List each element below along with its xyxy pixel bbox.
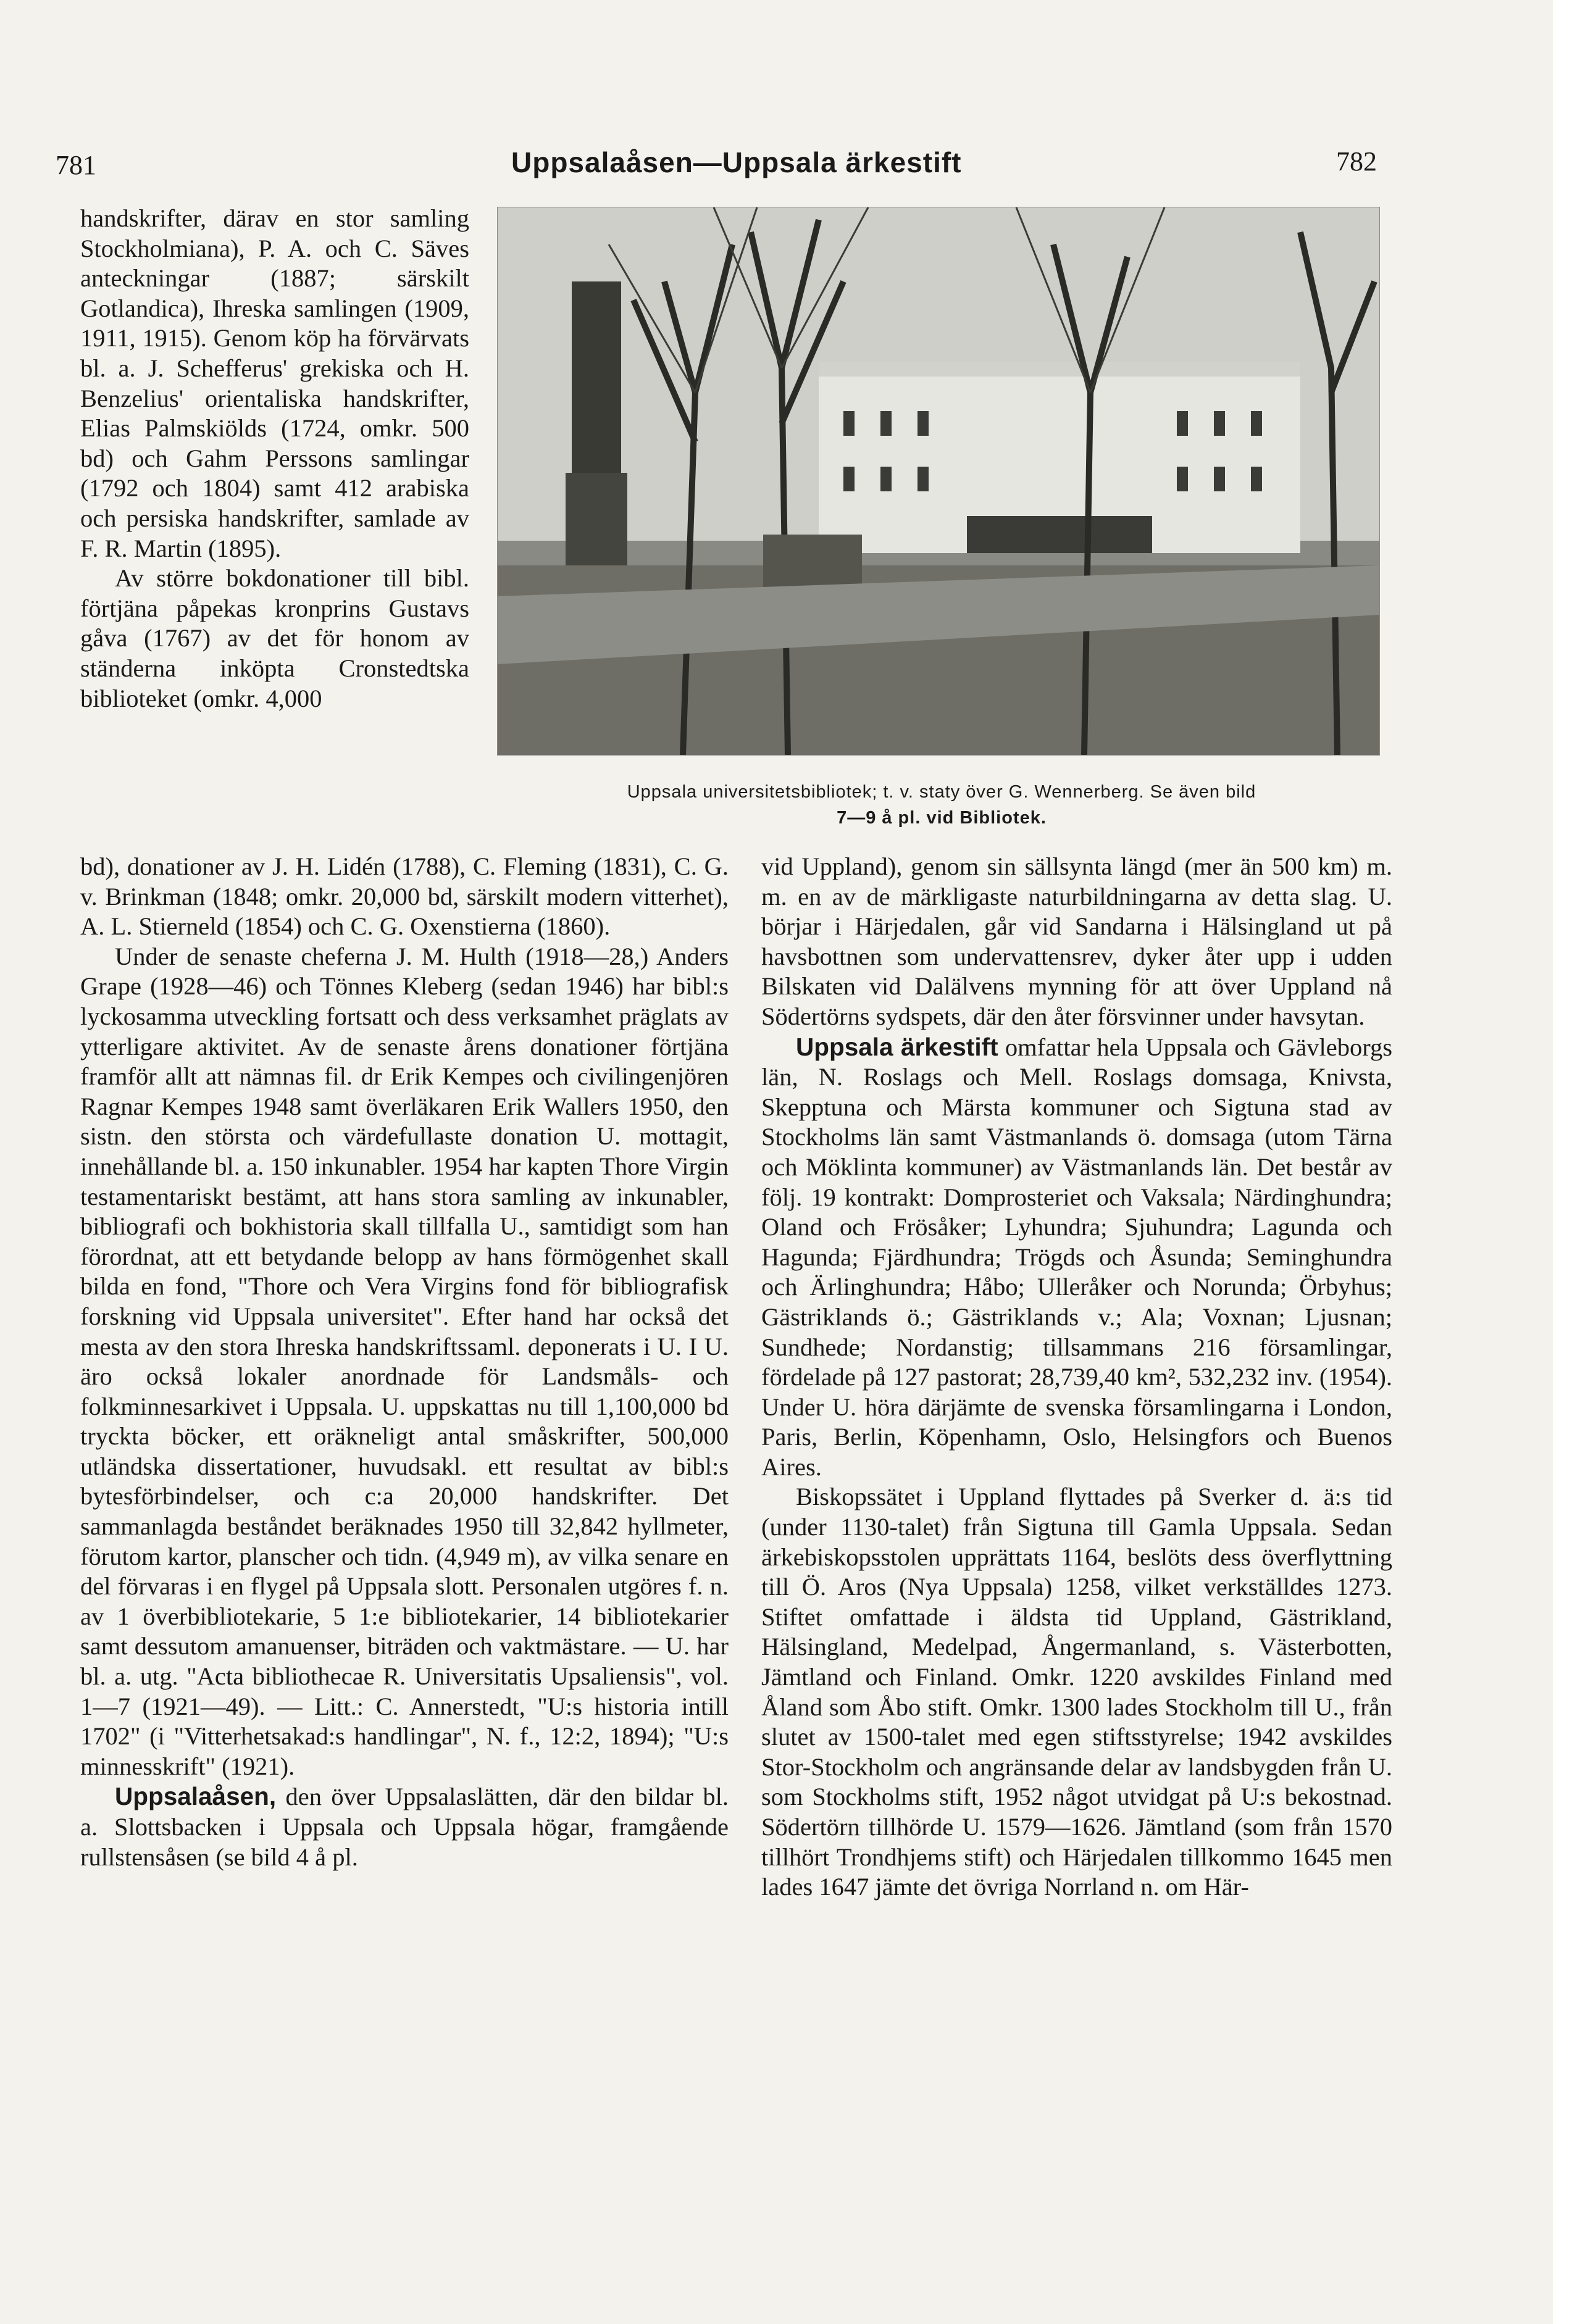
headword: Uppsala ärkestift <box>796 1032 998 1061</box>
entry-uppsala-arkestift <box>761 1032 1392 1483</box>
right-column <box>761 852 1392 1902</box>
paragraph: Under de senaste cheferna J. M. Hulth (1918—28,) Anders Grape (1928—46) och Tönnes Kleberg (sedan 1946) har bibl:s lyckosamma utveckling fortsatt och dess verksamhet präglats av ytterligare aktivitet. Av de senaste årens donationer förtjäna framför allt att nämnas fil. dr Erik Kempes och civilingenjören Ragnar Kempes 1948 samt överläkaren Erik Wallers 1950, den sistn. den största och värdefullaste donation U. mottagit, innehållande bl. a. 150 inkunabler. 1954 har kapten Thore Virgin testamentariskt bestämt, att hans stora samling av inkunabler, bibliografi och bokhistoria skall tillfalla U., samtidigt som han förordnat, att ett betydande belopp av hans förmögenhet skall bilda en fond, "Thore och Vera Virgins fond för bibliografisk forskning vid Uppsala universitet". Efter hand har också det mesta av den stora Ihreska handskriftssaml. deponerats i U. I U. äro också lokaler anordnade för Landsmåls- och folkminnesarkivet i Uppsala. U. uppskattas nu till 1,100,000 bd tryckta böcker, ett oräkneligt antal småskrifter, 500,000 utländska dissertationer, huvudsakl. ett resultat av bibl:s bytesförbindelser, och c:a 20,000 handskrifter. Det sammanlagda beståndet beräknades 1950 till 32,842 hyllmeter, förutom kartor, planscher och tidn. (4,949 m), av vilka senare en del förvaras i en flygel på Uppsala slott. Personalen utgöres f. n. av 1 överbibliotekarie, 5 1:e bibliotekarier, 14 bibliotekarier samt dessutom amanuenser, biträden och vaktmästare. — U. har bl. a. utg. "Acta bibliothecae R. Universitatis Upsaliensis", vol. 1—7 (1921—49). — Litt.: C. Annerstedt, "U:s historia intill 1702" (i "Vitterhetsakad:s handlingar", N. f., 12:2, 1894); "U:s minnesskrift" (1921). <box>80 942 729 1780</box>
left-column-narrow <box>80 204 469 714</box>
paragraph: bd), donationer av J. H. Lidén (1788), C. Fleming (1831), C. G. v. Brinkman (1848; omkr. 20,000 bd, särskilt modern vitterhet), A. L. Stierneld (1854) och C. G. Oxenstierna (1860). <box>80 852 729 941</box>
running-header <box>0 141 1580 190</box>
library-photo <box>497 207 1380 756</box>
paragraph: Biskopssätet i Uppland flyttades på Sverker d. ä:s tid (under 1130-talet) från Sigtuna till Gamla Uppsala. Sedan ärkebiskopsstolen upprättats 1164, beslöts dess överflyttning till Ö. Aros (Nya Uppsala) 1258, vilket verkställdes 1273. Stiftet omfattade i äldsta tid Uppland, Gästrikland, Hälsingland, Medelpad, Ångermanland, s. Västerbotten, Jämtland och Finland. Omkr. 1220 avskildes Finland med Åland som Åbo stift. Omkr. 1300 lades Stockholm till U., från slutet av 1500-talet med egen stiftsstyrelse; 1942 avskildes Stor-Stockholm och angränsande delar av landsbygden från U. som Stockholms stift, 1952 något utvidgat på U:s bekostnad. Södertörn tillhörde U. 1579—1626. Jämtland (som från 1570 tillhört Trondhjems stift) och Härjedalen tillkommo 1645 men lades 1647 jämte det övriga Norrland n. om Här- <box>761 1483 1392 1901</box>
running-title: Uppsalaåsen—Uppsala ärkestift <box>511 146 962 178</box>
caption-line-2: 7—9 å pl. vid Bibliotek. <box>837 808 1047 828</box>
headword: Uppsalaåsen, <box>115 1782 277 1811</box>
entry-uppsalaasen <box>80 1781 729 1872</box>
page-edge <box>1553 0 1580 2324</box>
paragraph: vid Uppland), genom sin sällsynta längd (mer än 500 km) m. m. en av de märkligaste naturbildningarna av detta slag. U. börjar i Härjedalen, går vid Sandarna i Hälsingland ut på havsbottnen som undervattensrev, dyker åter upp i udden Bilskaten vid Dalälvens mynning för att över Uppland nå Södertörns sydspets, där den åter försvinner under havsytan. <box>761 852 1392 1030</box>
entry-text: den över Uppsalaslätten, där den bildar bl. a. Slottsbacken i Uppsala och Uppsala högar, framgående rullstensåsen (se bild 4 å pl. <box>80 1783 729 1871</box>
figure-caption <box>491 779 1392 831</box>
left-column-main <box>80 852 729 1872</box>
library-photo-drawing <box>498 207 1379 755</box>
page-number-left: 781 <box>56 150 96 180</box>
paragraph: handskrifter, därav en stor samling Stockholmiana), P. A. och C. Säves anteckningar (1887; särskilt Gotlandica), Ihreska samlingen (1909, 1911, 1915). Genom köp ha förvärvats bl. a. J. Schefferus' grekiska och H. Benzelius' orientaliska handskrifter, Elias Palmskiölds (1724, omkr. 500 bd) och Gahm Perssons samlingar (1792 och 1804) samt 412 arabiska och persiska handskrifter, samlade av F. R. Martin (1895). <box>80 204 469 562</box>
page-number-right: 782 <box>1336 146 1377 177</box>
caption-line-1: Uppsala universitetsbibliotek; t. v. staty över G. Wennerberg. Se även bild <box>627 782 1256 802</box>
paragraph: Av större bokdonationer till bibl. förtjäna påpekas kronprins Gustavs gåva (1767) av det för honom av ständerna inköpta Cronstedtska biblioteket (omkr. 4,000 <box>80 564 469 712</box>
entry-text: omfattar hela Uppsala och Gävleborgs län, N. Roslags och Mell. Roslags domsaga, Knivsta, Skepptuna och Märsta kommuner och Sigtuna stad av Stockholms län samt Västmanlands ö. domsaga (utom Tärna och Möklinta kommuner) av Västmanlands län. Det består av följ. 19 kontrakt: Domprosteriet och Vaksala; Närdinghundra; Oland och Frösåker; Lyhundra; Sjuhundra; Lagunda och Hagunda; Fjärdhundra; Trögds och Åsunda; Seminghundra och Ärlinghundra; Håbo; Ulleråker och Norunda; Örbyhus; Gästriklands ö.; Gästriklands v.; Ala; Voxnan; Ljusnan; Sundhede; Nordanstig; tillsammans 216 församlingar, fördelade på 127 pastorat; 28,739,40 km², 532,232 inv. (1954). Under U. höra därjämte de svenska församlingarna i London, Paris, Berlin, Köpenhamn, Oslo, Helsingfors och Buenos Aires. <box>761 1033 1392 1481</box>
